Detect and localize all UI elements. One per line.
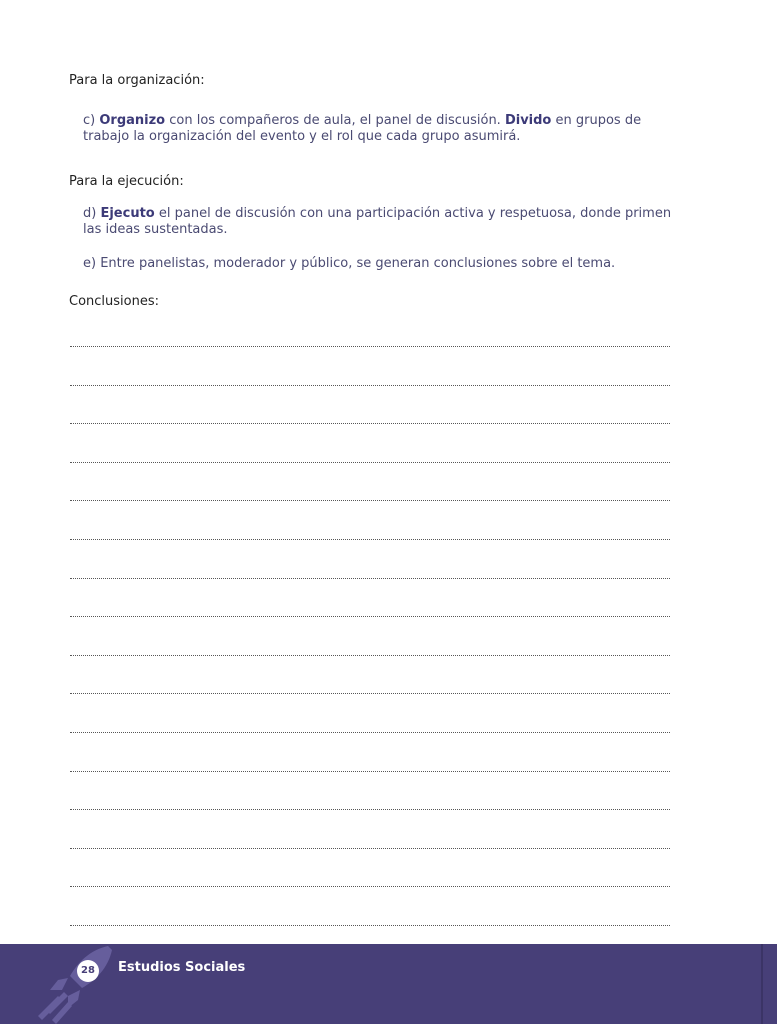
item-d-bold-ejecuto: Ejecuto bbox=[100, 206, 155, 221]
item-c-text1: con los compañeros de aula, el panel de discusión. bbox=[165, 113, 505, 128]
page-number-badge: 28 bbox=[77, 960, 99, 982]
item-d-prefix: d) bbox=[83, 206, 101, 221]
answer-line[interactable] bbox=[70, 461, 670, 463]
item-c-bold-organizo: Organizo bbox=[99, 113, 166, 128]
answer-lines bbox=[70, 345, 670, 963]
answer-line[interactable] bbox=[70, 654, 670, 656]
answer-line[interactable] bbox=[70, 731, 670, 733]
ejecucion-label: Para la ejecución: bbox=[69, 174, 184, 189]
answer-line[interactable] bbox=[70, 615, 670, 617]
item-d-text1: el panel de discusión con una participación activa y respetuosa, donde primen las ideas sustentadas. bbox=[83, 206, 672, 237]
answer-line[interactable] bbox=[70, 499, 670, 501]
answer-line[interactable] bbox=[70, 847, 670, 849]
answer-line[interactable] bbox=[70, 538, 670, 540]
answer-line[interactable] bbox=[70, 808, 670, 810]
answer-line[interactable] bbox=[70, 577, 670, 579]
conclusiones-label: Conclusiones: bbox=[69, 294, 159, 309]
item-c-text2: en grupos de trabajo la organización del evento y el rol que cada grupo asumirá. bbox=[83, 113, 642, 144]
answer-line[interactable] bbox=[70, 692, 670, 694]
item-e: e) Entre panelistas, moderador y público, se generan conclusiones sobre el tema. bbox=[83, 256, 616, 271]
rocket-icon bbox=[30, 944, 120, 1024]
subject-title: Estudios Sociales bbox=[118, 960, 246, 975]
item-c-prefix: c) bbox=[83, 113, 100, 128]
item-c-bold-divido: Divido bbox=[504, 113, 552, 128]
answer-line[interactable] bbox=[70, 384, 670, 386]
answer-line[interactable] bbox=[70, 924, 670, 926]
answer-line[interactable] bbox=[70, 885, 670, 887]
answer-line[interactable] bbox=[70, 345, 670, 347]
item-d bbox=[83, 206, 683, 238]
answer-line[interactable] bbox=[70, 770, 670, 772]
organizacion-label: Para la organización: bbox=[69, 73, 205, 88]
page-footer bbox=[0, 944, 777, 1024]
answer-line[interactable] bbox=[70, 422, 670, 424]
item-c bbox=[83, 113, 683, 145]
footer-edge bbox=[761, 944, 763, 1024]
